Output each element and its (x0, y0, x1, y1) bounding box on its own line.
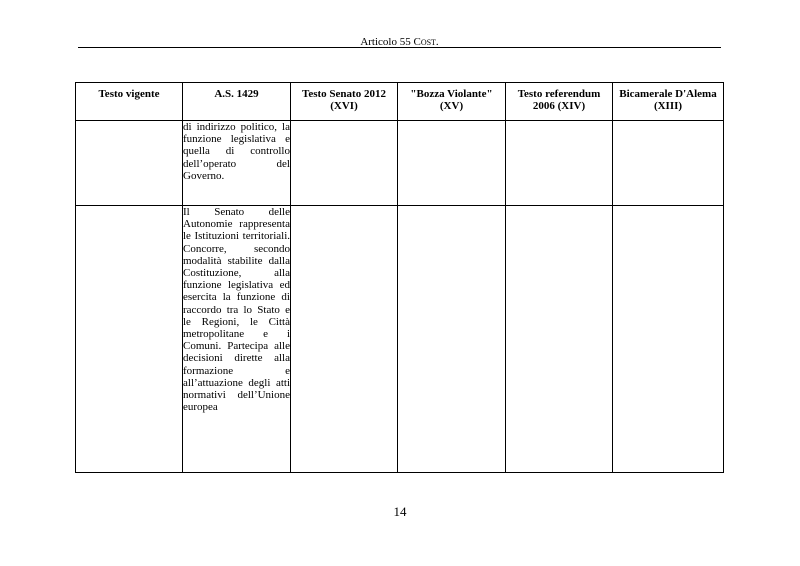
table-cell (613, 206, 724, 473)
table-cell (76, 121, 183, 206)
column-header-testo-senato-2012: Testo Senato 2012 (XVI) (291, 83, 398, 121)
table-header-row (76, 83, 724, 121)
header-rule (78, 47, 721, 48)
column-header-bozza-violante: "Bozza Violante" (XV) (398, 83, 506, 121)
column-header-testo-vigente: Testo vigente (76, 83, 183, 121)
table-cell (291, 121, 398, 206)
page-number: 14 (393, 504, 407, 519)
running-header-suffix: Cost. (413, 36, 439, 48)
column-header-as-1429: A.S. 1429 (183, 83, 291, 121)
comparison-table (75, 82, 724, 473)
table-cell (398, 121, 506, 206)
column-header-testo-referendum-2006: Testo referendum 2006 (XIV) (506, 83, 613, 121)
table-cell: Il Senato delle Autonomie rappresenta le Istituzioni territoriali. Concorre, secondo modalità stabilite dalla Costituzione, alla funzione legislativa ed esercita la funzione di raccordo tra lo Stato e le Regioni, le Città metropolitane e i Comuni. Partecipa alle decisioni dirette alla formazione e all’attuazione degli atti normativi dell’Unione europea (183, 206, 291, 473)
table-cell (506, 206, 613, 473)
table-cell (506, 121, 613, 206)
table-cell: di indirizzo politico, la funzione legislativa e quella di controllo dell’operato del Governo. (183, 121, 291, 206)
table-cell (76, 206, 183, 473)
table-cell (613, 121, 724, 206)
running-header-title: Articolo 55 (360, 36, 411, 48)
column-header-bicamerale-dalema: Bicamerale D'Alema (XIII) (613, 83, 724, 121)
table-row (76, 206, 724, 473)
table-cell (398, 206, 506, 473)
table-row (76, 121, 724, 206)
table-cell (291, 206, 398, 473)
